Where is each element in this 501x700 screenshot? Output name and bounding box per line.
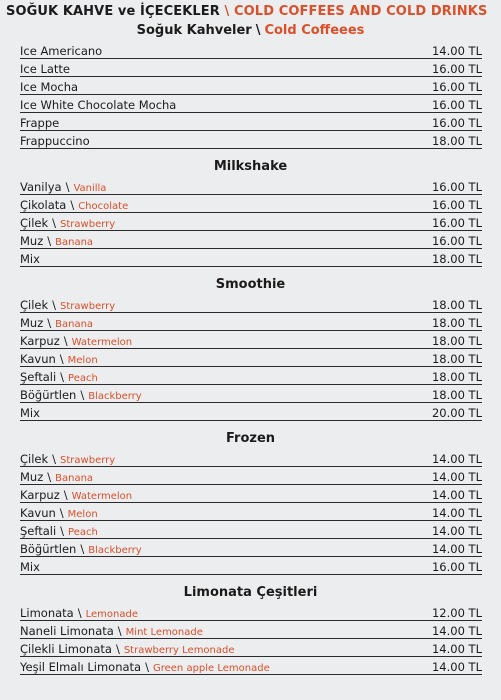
menu-item-name-group	[20, 606, 422, 620]
menu-item-price: 16.00 TL	[431, 198, 482, 212]
menu-item-price: 14.00 TL	[431, 470, 482, 484]
menu-item	[20, 249, 482, 267]
menu-item-name: Ice White Chocolate Mocha	[20, 98, 177, 112]
menu-item-name-en: Peach	[68, 373, 98, 384]
menu-item	[20, 449, 482, 467]
menu-section	[0, 583, 501, 675]
menu-item-name-en: Banana	[55, 473, 94, 484]
section-title-en: Cold Coffeees	[264, 23, 365, 38]
section-title	[0, 429, 501, 449]
header-title-tr: SOĞUK KAHVE ve İÇECEKLER	[6, 4, 220, 19]
menu-item-price: 14.00 TL	[431, 642, 482, 656]
menu-item-name-en: Strawberry	[60, 219, 116, 230]
menu-item-price: 18.00 TL	[431, 352, 482, 366]
menu-item	[20, 77, 482, 95]
menu-item-separator: \	[52, 452, 57, 466]
menu-item-name: Ice Americano	[20, 44, 103, 58]
menu-item-name-group	[20, 624, 422, 638]
menu-item-separator: \	[59, 352, 64, 366]
section-gap	[0, 575, 501, 583]
menu-item-separator: \	[63, 334, 68, 348]
menu-item-name: Muz	[20, 316, 44, 330]
menu-item	[20, 131, 482, 149]
menu-item-price: 14.00 TL	[431, 488, 482, 502]
menu-item	[20, 621, 482, 639]
menu-item	[20, 231, 482, 249]
menu-item-name-en: Lemonade	[85, 609, 138, 620]
menu-item-name-group	[20, 506, 422, 520]
menu-item-name-en: Banana	[55, 319, 94, 330]
menu-item-name: Naneli Limonata	[20, 624, 114, 638]
menu-item-price: 14.00 TL	[431, 452, 482, 466]
menu-item	[20, 521, 482, 539]
menu-item-separator: \	[63, 488, 68, 502]
menu-item-price: 16.00 TL	[431, 180, 482, 194]
menu-item-name-group	[20, 542, 422, 556]
menu-item-name: Frappuccino	[20, 134, 90, 148]
menu-item-name-en: Strawberry	[60, 301, 116, 312]
menu-item-price: 14.00 TL	[431, 524, 482, 538]
menu-item-name-group	[20, 62, 422, 76]
menu-item	[20, 639, 482, 657]
menu-item-separator: \	[70, 198, 75, 212]
section-title-separator: \	[255, 23, 261, 38]
menu-item-name-group	[20, 406, 422, 420]
menu-item	[20, 349, 482, 367]
menu-item-name-en: Chocolate	[78, 201, 129, 212]
menu-item-name-group	[20, 560, 422, 574]
menu-item-separator: \	[80, 542, 85, 556]
menu-item-name: Böğürtlen	[20, 542, 77, 556]
menu-item-price: 18.00 TL	[431, 134, 482, 148]
menu-item-separator: \	[60, 370, 65, 384]
menu-item-name-group	[20, 334, 422, 348]
menu-item-name-group	[20, 80, 422, 94]
menu-item-name-group	[20, 470, 422, 484]
menu-item-name-group	[20, 352, 422, 366]
menu-item	[20, 485, 482, 503]
menu-sections	[0, 21, 501, 675]
menu-item-separator: \	[47, 470, 52, 484]
section-title	[0, 157, 501, 177]
menu-item-name-group	[20, 488, 422, 502]
header-title-en: COLD COFFEES AND COLD DRINKS	[234, 4, 488, 19]
section-title	[0, 275, 501, 295]
menu-item	[20, 367, 482, 385]
menu-item-name-en: Blackberry	[88, 545, 142, 556]
menu-item-name: Limonata	[20, 606, 74, 620]
section-gap	[0, 267, 501, 275]
menu-item-price: 14.00 TL	[431, 44, 482, 58]
menu-item-name-en: Banana	[55, 237, 94, 248]
menu-item-price: 14.00 TL	[431, 542, 482, 556]
menu-item-name-group	[20, 180, 422, 194]
menu-item-name: Yeşil Elmalı Limonata	[20, 660, 142, 674]
menu-item-name: Ice Mocha	[20, 80, 79, 94]
menu-item	[20, 59, 482, 77]
menu-item-name: Muz	[20, 234, 44, 248]
menu-item-price: 18.00 TL	[431, 252, 482, 266]
menu-item-name-group	[20, 98, 422, 112]
menu-item-price: 20.00 TL	[431, 406, 482, 420]
menu-item-separator: \	[47, 234, 52, 248]
menu-item-name-en: Watermelon	[71, 337, 133, 348]
menu-item-price: 18.00 TL	[431, 388, 482, 402]
menu-item-name: Çilek	[20, 298, 49, 312]
menu-item-name-en: Strawberry	[60, 455, 116, 466]
menu-item-name: Vanilya	[20, 180, 62, 194]
menu-item-name-group	[20, 216, 422, 230]
menu-item-name-group	[20, 252, 422, 266]
menu-item	[20, 41, 482, 59]
menu-item-separator: \	[60, 524, 65, 538]
menu-item-separator: \	[52, 216, 57, 230]
menu-item-name: Mix	[20, 560, 40, 574]
menu-item	[20, 657, 482, 675]
menu-item-price: 18.00 TL	[431, 334, 482, 348]
section-title-tr: Soğuk Kahveler	[136, 23, 252, 38]
menu-item-name: Kavun	[20, 506, 56, 520]
item-list	[20, 295, 482, 421]
menu-item	[20, 539, 482, 557]
section-gap	[0, 149, 501, 157]
menu-item	[20, 385, 482, 403]
menu-item	[20, 331, 482, 349]
menu-item-price: 16.00 TL	[431, 80, 482, 94]
menu-item-name-group	[20, 44, 422, 58]
menu-item-separator: \	[52, 298, 57, 312]
menu-item-separator: \	[59, 506, 64, 520]
menu-item-separator: \	[117, 624, 122, 638]
item-list	[20, 41, 482, 149]
menu-item-price: 16.00 TL	[431, 560, 482, 574]
menu-item-separator: \	[145, 660, 149, 674]
item-list	[20, 603, 482, 675]
menu-item-name-en: Melon	[67, 509, 98, 520]
section-title	[0, 21, 501, 41]
section-title	[0, 583, 501, 603]
menu-item-name-en: Melon	[67, 355, 98, 366]
menu-section	[0, 21, 501, 157]
menu-item	[20, 403, 482, 421]
menu-item	[20, 95, 482, 113]
menu-item-name-group	[20, 198, 422, 212]
menu-item	[20, 467, 482, 485]
section-title-tr: Limonata Çeşitleri	[183, 585, 318, 600]
menu-item-name: Karpuz	[20, 334, 60, 348]
menu-section	[0, 275, 501, 429]
menu-item-price: 16.00 TL	[431, 98, 482, 112]
menu-item-price: 16.00 TL	[431, 234, 482, 248]
menu-item-name-group	[20, 370, 422, 384]
section-title-tr: Smoothie	[215, 277, 286, 292]
menu-item-name: Şeftali	[20, 524, 57, 538]
menu-header	[6, 3, 501, 21]
menu-item	[20, 557, 482, 575]
menu-item-separator: \	[80, 388, 85, 402]
menu-item-price: 16.00 TL	[431, 62, 482, 76]
menu-item-price: 14.00 TL	[431, 624, 482, 638]
menu-item-name: Frappe	[20, 116, 60, 130]
menu-item	[20, 313, 482, 331]
menu-item	[20, 295, 482, 313]
menu-item-name-en: Peach	[68, 527, 98, 538]
menu-item	[20, 213, 482, 231]
menu-item-price: 14.00 TL	[431, 506, 482, 520]
menu-item-name-group	[20, 660, 422, 674]
header-separator: \	[224, 4, 230, 19]
menu-item-name-group	[20, 234, 422, 248]
menu-section	[0, 157, 501, 275]
item-list	[20, 449, 482, 575]
menu-item-price: 12.00 TL	[431, 606, 482, 620]
menu-section	[0, 429, 501, 583]
section-title-tr: Milkshake	[213, 159, 288, 174]
section-gap	[0, 421, 501, 429]
menu-item-name-group	[20, 452, 422, 466]
menu-item-name-group	[20, 116, 422, 130]
menu-item-name-group	[20, 316, 422, 330]
menu-item-price: 18.00 TL	[431, 298, 482, 312]
menu-item-name-group	[20, 524, 422, 538]
menu-item-name-group	[20, 388, 422, 402]
menu-item-separator: \	[77, 606, 82, 620]
menu-item-name-en: Watermelon	[71, 491, 133, 502]
menu-item	[20, 195, 482, 213]
menu-item-name-en: Mint Lemonade	[125, 627, 203, 638]
menu-item-name-group	[20, 134, 422, 148]
menu-item	[20, 503, 482, 521]
menu-item-name-en: Vanilla	[73, 183, 107, 194]
menu-item-separator: \	[65, 180, 70, 194]
menu-item-name-group	[20, 642, 422, 656]
menu-item-price: 18.00 TL	[431, 370, 482, 384]
menu-item	[20, 177, 482, 195]
menu-item-name: Karpuz	[20, 488, 60, 502]
menu-item-name-en: Green apple Lemonade	[152, 663, 270, 674]
menu-item-name: Mix	[20, 406, 40, 420]
menu-item-name: Çilek	[20, 452, 49, 466]
menu-item-name: Böğürtlen	[20, 388, 77, 402]
menu-item-price: 16.00 TL	[431, 116, 482, 130]
menu-item	[20, 113, 482, 131]
menu-item-price: 16.00 TL	[431, 216, 482, 230]
menu-item-name: Çilek	[20, 216, 49, 230]
menu-item	[20, 603, 482, 621]
menu-item-price: 18.00 TL	[431, 316, 482, 330]
menu-item-name-group	[20, 298, 422, 312]
menu-item-name-en: Blackberry	[88, 391, 142, 402]
menu-item-name: Mix	[20, 252, 40, 266]
menu-item-name: Muz	[20, 470, 44, 484]
item-list	[20, 177, 482, 267]
menu-item-separator: \	[115, 642, 120, 656]
menu-item-name: Çilekli Limonata	[20, 642, 112, 656]
menu-item-name: Ice Latte	[20, 62, 70, 76]
menu-item-price: 14.00 TL	[431, 660, 482, 674]
menu-item-name: Kavun	[20, 352, 56, 366]
menu-item-name: Şeftali	[20, 370, 57, 384]
section-title-tr: Frozen	[225, 431, 276, 446]
menu-item-name: Çikolata	[20, 198, 67, 212]
menu-item-name-en: Strawberry Lemonade	[123, 645, 235, 656]
menu-item-separator: \	[47, 316, 52, 330]
